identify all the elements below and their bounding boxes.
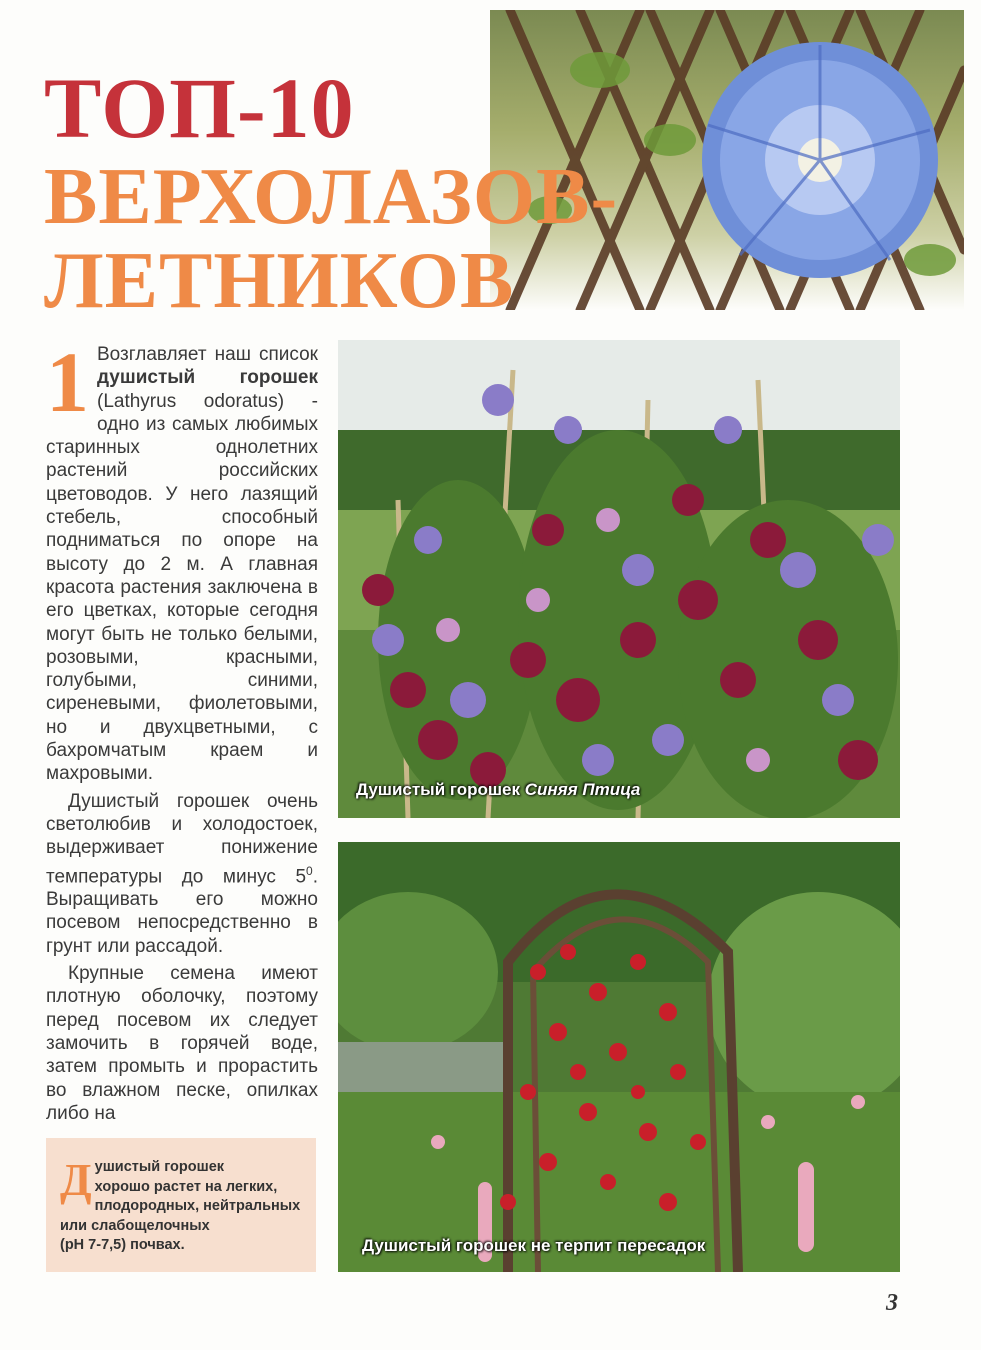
title-line-2: ВЕРХОЛАЗОВ- xyxy=(44,153,619,241)
photo-2-caption: Душистый горошек не терпит пересадок xyxy=(362,1236,706,1255)
dropcap-number: 1 xyxy=(46,334,89,430)
page-number: 3 xyxy=(886,1290,898,1316)
article-paragraph-1 xyxy=(46,334,318,786)
paragraph-2-text-a: Душистый горошек очень светолюбив и холодостоек, выдерживает понижение температуры до минус 5 xyxy=(46,790,318,887)
caption-1-text: Душистый горошек xyxy=(356,780,525,799)
tip-line-3: плодородных, нейтральных xyxy=(94,1198,301,1214)
tip-box xyxy=(46,1138,316,1272)
tip-line-1: ушистый горошек xyxy=(94,1159,225,1175)
title-line-1: ТОП-10 xyxy=(44,60,355,156)
paragraph-1-text-a: Возглавляет наш список xyxy=(97,344,318,365)
paragraph-2-text-b: . Выращивать его можно посевом непосредственно в грунт или рассадой. xyxy=(46,865,318,957)
photo-sweet-pea-arch xyxy=(338,842,900,1272)
tip-dropcap: Д xyxy=(60,1154,92,1205)
tip-line-4: или слабощелочных xyxy=(60,1217,210,1234)
paragraph-1-text-b: (Lathyrus odoratus) - одно из самых любимых старинных однолетних растений российских цветоводов. У него лазящий стебель, способный подниматься по опоре на высоту до 2 м. А главная красота растения заключена в его цветках, которые сегодня могут быть не только белыми, розовыми, красными, голубыми, синими, сиреневыми, фиолетовыми, но и двухцветными, с бахромчатым краем и махровыми. xyxy=(46,390,318,785)
paragraph-1-bold: душистый горошек xyxy=(97,367,318,389)
article-body xyxy=(46,334,318,1129)
article-paragraph-2 xyxy=(46,790,318,958)
article-paragraph-3: Крупные семена имеют плотную оболочку, поэтому перед посевом их следует замочить в горячей воде, затем промыть и прорастить во влажном песке, опилках либо на xyxy=(46,963,318,1124)
tip-line-5: (pH 7-7,5) почвах. xyxy=(60,1237,185,1253)
photo-sweet-pea-blue-bird xyxy=(338,340,900,818)
degree-superscript: 0 xyxy=(306,863,313,878)
title-line-3: ЛЕТНИКОВ xyxy=(44,237,515,325)
tip-line-2: хорошо растет на легких, xyxy=(94,1178,278,1195)
caption-1-variety: Синяя Птица xyxy=(524,780,641,799)
photo-1-caption xyxy=(356,780,640,800)
